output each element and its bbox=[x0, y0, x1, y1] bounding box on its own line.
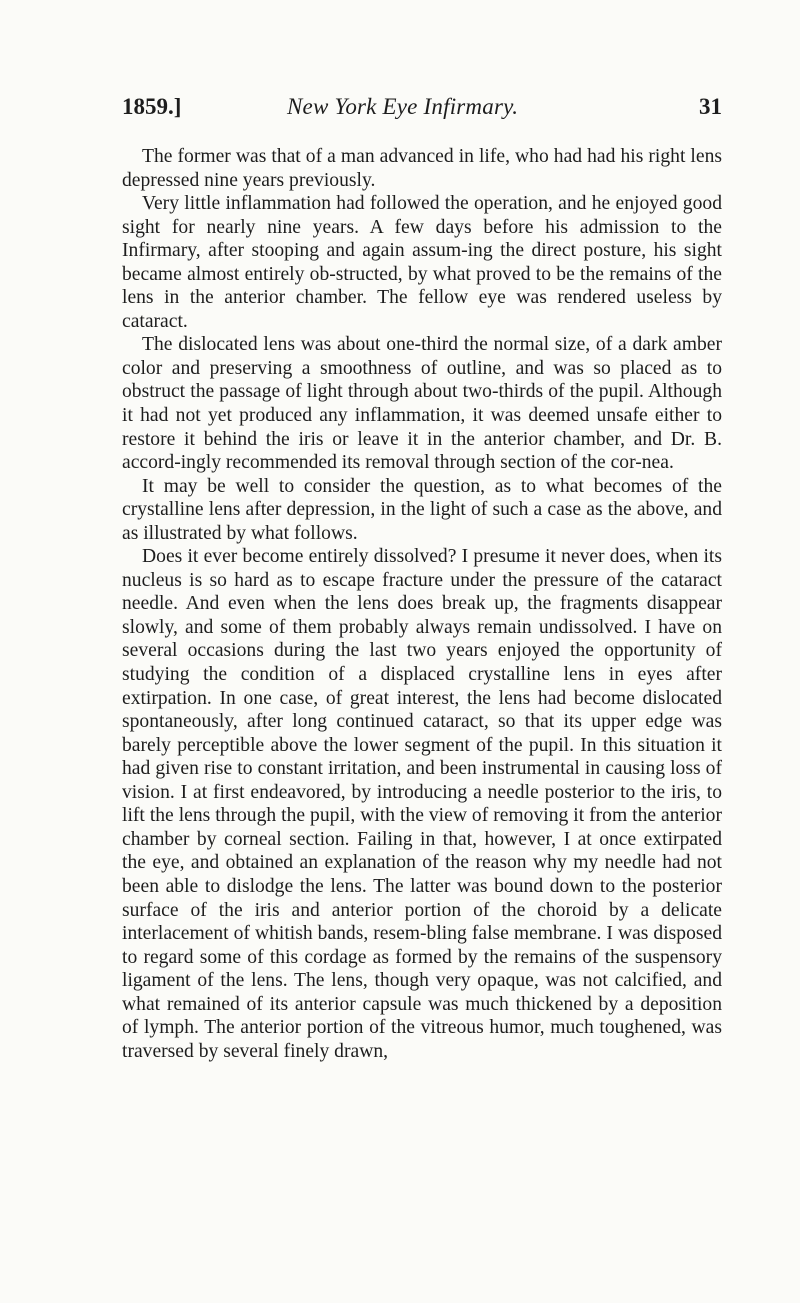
paragraph: The dislocated lens was about one-third the normal size, of a dark amber color and preserving a smoothness of outline, and was so placed as to obstruct the passage of light through about two-thirds of the pupil. Although it had not yet produced any inflammation, it was deemed unsafe either to restore it behind the iris or leave it in the anterior chamber, and Dr. B. accord-ingly recommended its removal through section of the cor-nea. bbox=[122, 334, 722, 474]
paragraph: Very little inflammation had followed the operation, and he enjoyed good sight for nearly nine years. A few days before his admission to the Infirmary, after stooping and again assum-ing the direct posture, his sight became almost entirely ob-structed, by what proved to be the remains of the lens in the anterior chamber. The fellow eye was rendered useless by cataract. bbox=[122, 193, 722, 332]
header-year: 1859.] bbox=[122, 94, 182, 119]
paragraph: Does it ever become entirely dissolved? I presume it never does, when its nucleus is so hard as to escape fracture under the pressure of the cataract needle. And even when the lens does break up, the fragments disappear slowly, and some of them probably always remain undissolved. I have on several occasions during the last two years enjoyed the opportunity of studying the condition of a displaced crystalline lens in eyes after extirpation. In one case, of great interest, the lens had become dislocated spontaneously, after long continued cataract, so that its upper edge was barely perceptible above the lower segment of the pupil. In this situation it had given rise to constant irritation, and been instrumental in causing loss of vision. I at first endeavored, by introducing a needle posterior to the iris, to lift the lens through the pupil, with the view of removing it from the anterior chamber by corneal section. Failing in that, however, I at once extirpated the eye, and obtained an explanation of the reason why my needle had not been able to dislodge the lens. The latter was bound down to the posterior surface of the iris and anterior portion of the choroid by a delicate interlacement of whitish bands, resem-bling false membrane. I was disposed to regard some of this cordage as formed by the remains of the suspensory ligament of the lens. The lens, though very opaque, was not calcified, and what remained of its anterior capsule was much thickened by a deposition of lymph. The anterior portion of the vitreous humor, much toughened, was traversed by several finely drawn, bbox=[122, 546, 722, 1062]
header-title: New York Eye Infirmary. bbox=[287, 94, 519, 119]
paragraph: The former was that of a man advanced in life, who had had his right lens depressed nine years previously. bbox=[122, 146, 722, 191]
running-head bbox=[122, 92, 722, 122]
paragraph: It may be well to consider the question, as to what becomes of the crystalline lens after depression, in the light of such a case as the above, and as illustrated by what follows. bbox=[122, 475, 722, 544]
page-number: 31 bbox=[699, 94, 722, 119]
body-text bbox=[122, 145, 722, 1063]
